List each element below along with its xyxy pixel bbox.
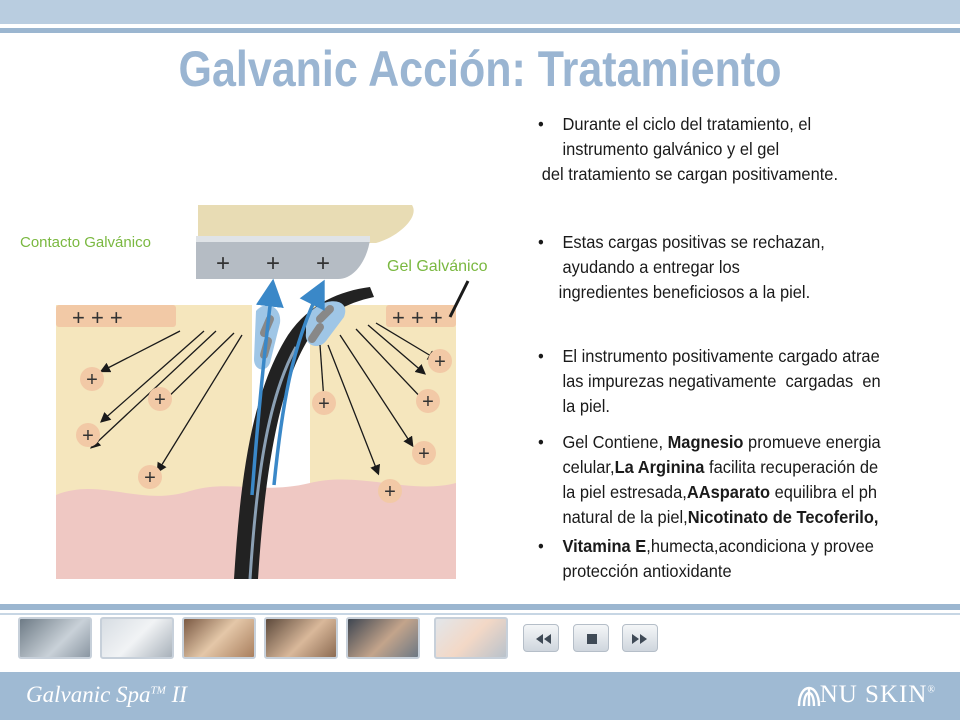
svg-text:+: +	[144, 467, 156, 489]
thumbnail-1[interactable]	[18, 617, 92, 659]
label-gel-galvanico: Gel Galvánico	[383, 256, 492, 278]
brand-name: NU SKIN®	[819, 681, 936, 708]
footer-divider	[0, 604, 960, 610]
svg-text:+: +	[216, 250, 231, 277]
thumbnail-4[interactable]	[264, 617, 338, 659]
bullet-4: • Gel Contiene, Magnesio promueve energia celular,La Arginina facilita recuperación de la piel estresada,AAsparato equilibra el ph natural de la piel,Nicotinato de Tecoferilo,	[538, 432, 881, 527]
gel-pointer-line	[450, 281, 468, 317]
bullet-dot: •	[538, 346, 544, 366]
nu-skin-logo-icon	[796, 684, 822, 710]
bullet-3: • El instrumento positivamente cargado atrae las impurezas negativamente cargadas en la piel.	[538, 346, 881, 416]
stop-icon	[574, 625, 610, 653]
svg-text:+: +	[434, 351, 446, 373]
svg-text:+: +	[86, 369, 98, 391]
bullet-1: • Durante el ciclo del tratamiento, el instrumento galvánico y el gel	[538, 114, 812, 159]
bullet-dot: •	[538, 114, 544, 134]
footer-divider-thin	[0, 613, 960, 615]
label-contacto-galvanico: Contacto Galvánico	[16, 232, 155, 253]
svg-text:+: +	[316, 250, 331, 277]
bullet-dot: •	[538, 536, 544, 556]
fast-forward-icon	[623, 625, 659, 653]
thumbnail-6[interactable]	[434, 617, 508, 659]
svg-text:+ + +: + + +	[72, 305, 123, 330]
bullet-2: • Estas cargas positivas se rechazan, ayudando a entregar los	[538, 232, 825, 277]
svg-text:+: +	[266, 250, 281, 277]
stop-button[interactable]	[573, 624, 609, 652]
bullet-dot: •	[538, 432, 544, 452]
thumbnail-3[interactable]	[182, 617, 256, 659]
bullet-dot: •	[538, 232, 544, 252]
bullet-5: • Vitamina E,humecta,acondiciona y provee protección antioxidante	[538, 536, 874, 581]
rewind-button[interactable]	[523, 624, 559, 652]
page-title: Galvanic Acción: Tratamiento	[178, 41, 782, 97]
thumbnail-2[interactable]	[100, 617, 174, 659]
product-name: Galvanic Spa™ II	[26, 682, 187, 707]
svg-text:+: +	[82, 425, 94, 447]
svg-text:+ + +: + + +	[392, 305, 443, 330]
svg-text:+: +	[384, 481, 396, 503]
galvanic-illustration	[20, 195, 520, 585]
svg-text:+: +	[318, 393, 330, 415]
thumbnail-5[interactable]	[346, 617, 420, 659]
svg-text:+: +	[418, 443, 430, 465]
svg-text:+: +	[154, 389, 166, 411]
svg-text:+: +	[422, 391, 434, 413]
rewind-icon	[524, 625, 560, 653]
bullet-1-continuation: del tratamiento se cargan positivamente.	[541, 164, 839, 184]
fast-forward-button[interactable]	[622, 624, 658, 652]
bullet-2-continuation: ingredientes beneficiosos a la piel.	[558, 282, 811, 302]
top-band	[0, 0, 960, 24]
top-divider	[0, 28, 960, 33]
